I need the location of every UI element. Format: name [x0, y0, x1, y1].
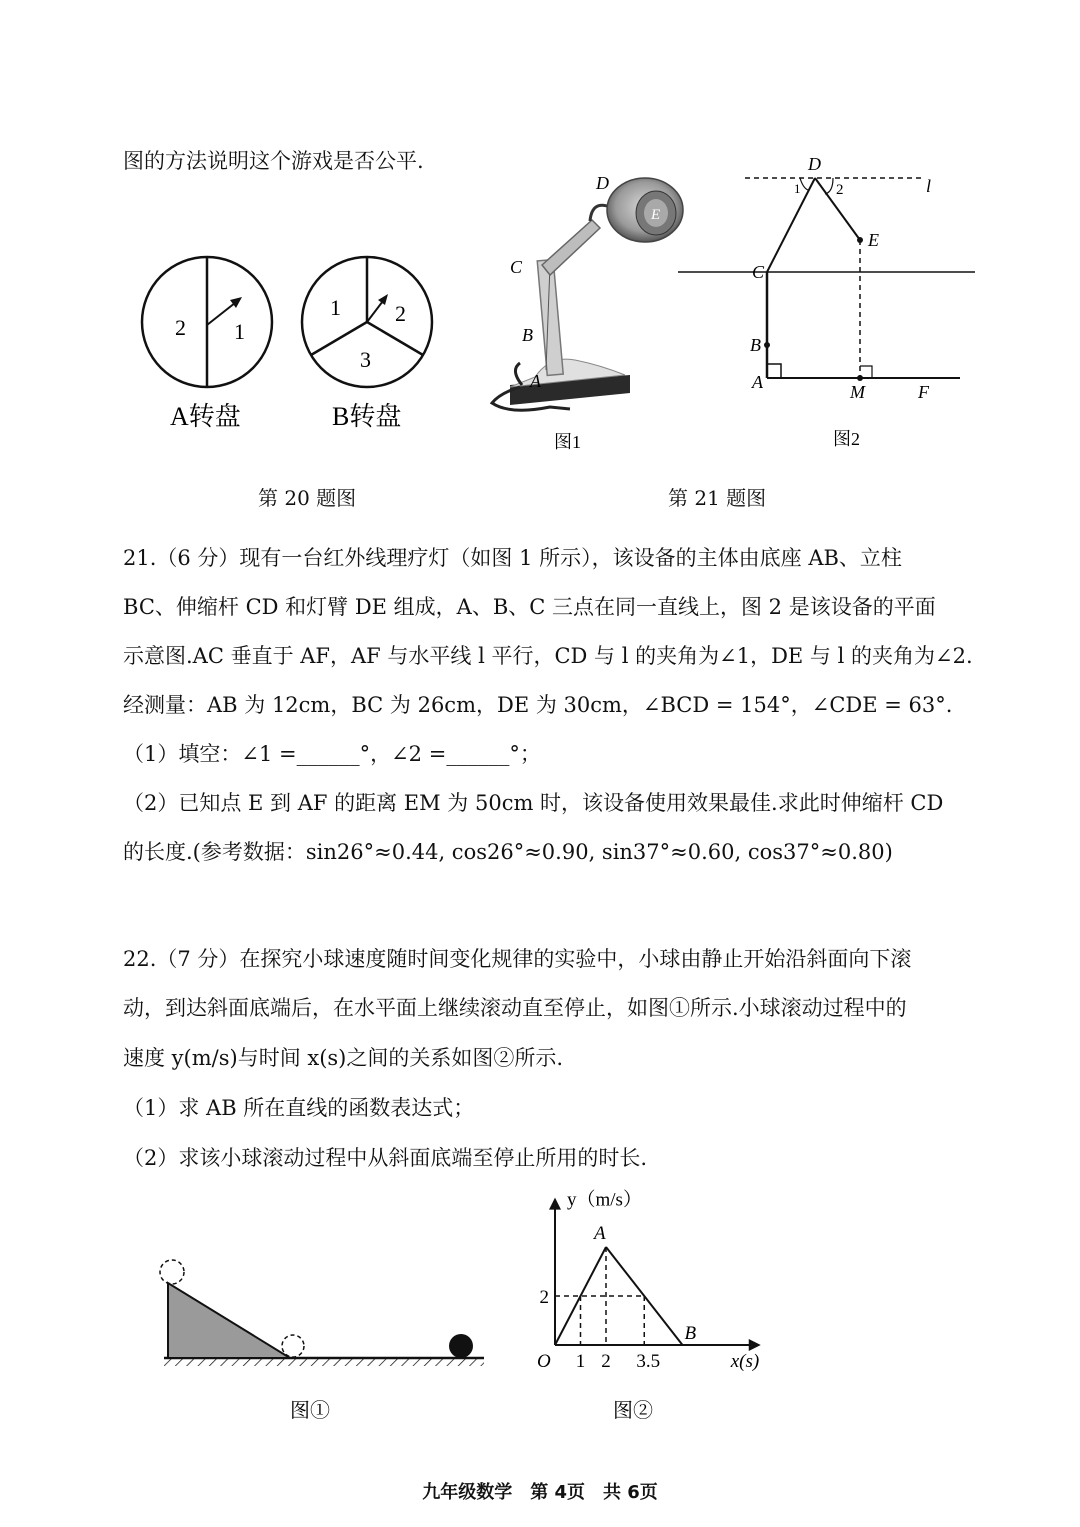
top-line: 图的方法说明这个游戏是否公平. — [123, 149, 424, 173]
fig22-2-caption: 图② — [613, 1400, 653, 1422]
x-tick-3-5: 3.5 — [636, 1351, 661, 1372]
fig21-1-label-A: A — [530, 371, 541, 391]
fig20-caption: 第 20 题图 — [258, 486, 357, 510]
figure-20-spinners — [130, 255, 440, 440]
x-tick-1: 1 — [575, 1351, 586, 1372]
figure-22-velocity-chart — [525, 1185, 785, 1445]
q22-line-3: 速度 y(m/s)与时间 x(s)之间的关系如图②所示. — [123, 1046, 564, 1070]
fig21-1-label-E: E — [651, 207, 661, 223]
fig21-2-label-D: D — [808, 154, 821, 174]
segment-CD — [767, 178, 815, 272]
x-axis-arrow — [749, 1339, 761, 1351]
spinner-b-caption: B转盘 — [332, 402, 402, 431]
y-axis-label: y（m/s） — [567, 1189, 642, 1211]
point-A-label: A — [594, 1223, 606, 1244]
slope-triangle — [168, 1283, 290, 1358]
fig22-1-caption: 图① — [290, 1400, 330, 1422]
right-angle-A — [767, 364, 781, 378]
q21-part-1: （1）填空：∠1 =______°，∠2 =______°； — [123, 742, 541, 766]
spinner-b-label-2: 2 — [395, 301, 406, 326]
y-tick-2: 2 — [539, 1287, 549, 1308]
spinner-a-caption: A转盘 — [170, 402, 241, 431]
angle-1-arc — [800, 178, 808, 190]
spinner-b — [302, 257, 432, 431]
fig21-2-label-B: B — [750, 335, 761, 355]
fig21-2-label-angle2: 2 — [836, 182, 844, 198]
ball-start-dashed — [160, 1260, 184, 1284]
fig21-2-label-M: M — [850, 382, 865, 402]
fig21-2-label-angle1: 1 — [794, 181, 801, 196]
angle-2-arc — [825, 178, 833, 194]
lamp-arm — [542, 220, 600, 275]
point-B — [764, 342, 770, 348]
fig21-1-label-C: C — [510, 257, 523, 277]
fig21-caption: 第 21 题图 — [668, 486, 767, 510]
spinner-a-label-right: 1 — [234, 319, 245, 344]
q22-line-2: 动，到达斜面底端后，在水平面上继续滚动直至停止，如图①所示.小球滚动过程中的 — [123, 996, 907, 1020]
fig21-2-label-E: E — [868, 230, 879, 250]
q22-part-1: （1）求 AB 所在直线的函数表达式； — [123, 1096, 475, 1120]
fig21-2-caption: 图2 — [833, 429, 860, 449]
fig21-1-label-B: B — [522, 325, 533, 345]
fig21-2-label-A: A — [752, 372, 763, 392]
page-footer: 九年级数学 第 4页 共 6页 — [422, 1482, 658, 1503]
q21-line-3: 示意图.AC 垂直于 AF，AF 与水平线 l 平行，CD 与 l 的夹角为∠1，DE 与 l 的夹角为∠2. — [123, 644, 973, 668]
origin-label: O — [537, 1351, 551, 1372]
figure-22-slope — [150, 1255, 500, 1445]
fig21-1-label-D: D — [596, 173, 609, 193]
spinner-a — [142, 257, 272, 431]
lamp-column — [537, 260, 563, 376]
q21-line-4: 经测量：AB 为 12cm，BC 为 26cm，DE 为 30cm，∠BCD = 154°，∠CDE = 63°. — [123, 693, 953, 717]
ball-bottom-dashed — [282, 1335, 304, 1357]
fig21-2-label-l: l — [926, 176, 932, 196]
fig21-1-caption: 图1 — [554, 432, 581, 452]
fig21-2-label-C: C — [752, 262, 765, 282]
y-axis-arrow — [549, 1198, 561, 1210]
x-tick-2: 2 — [601, 1351, 611, 1372]
fig21-2-label-F: F — [918, 382, 929, 402]
point-B-label: B — [684, 1323, 697, 1344]
spinner-a-label-left: 2 — [175, 315, 186, 340]
point-M — [857, 375, 863, 381]
spinner-b-label-1: 1 — [330, 295, 341, 320]
figure-21-schematic — [670, 150, 990, 455]
q21-part-2-line-2: 的长度.(参考数据：sin26°≈0.44, cos26°≈0.90, sin37°≈0.60, cos37°≈0.80) — [123, 840, 893, 864]
q22-line-1: 22.（7 分）在探究小球速度随时间变化规律的实验中，小球由静止开始沿斜面向下滚 — [123, 947, 912, 971]
q21-part-2-line-1: （2）已知点 E 到 AF 的距离 EM 为 50cm 时，该设备使用效果最佳.求此时伸缩杆 CD — [123, 791, 944, 815]
figure-21-lamp-photo — [480, 165, 690, 465]
q22-part-2: （2）求该小球滚动过程中从斜面底端至停止所用的时长. — [123, 1146, 648, 1170]
ball-stopped — [449, 1334, 473, 1358]
q21-line-1: 21.（6 分）现有一台红外线理疗灯（如图 1 所示），该设备的主体由底座 AB、立柱 — [123, 546, 902, 570]
x-axis-label: x(s) — [730, 1351, 760, 1372]
spinner-b-label-3: 3 — [360, 347, 371, 372]
point-E — [857, 237, 863, 243]
q21-line-2: BC、伸缩杆 CD 和灯臂 DE 组成，A、B、C 三点在同一直线上，图 2 是该设备的平面 — [123, 595, 936, 619]
